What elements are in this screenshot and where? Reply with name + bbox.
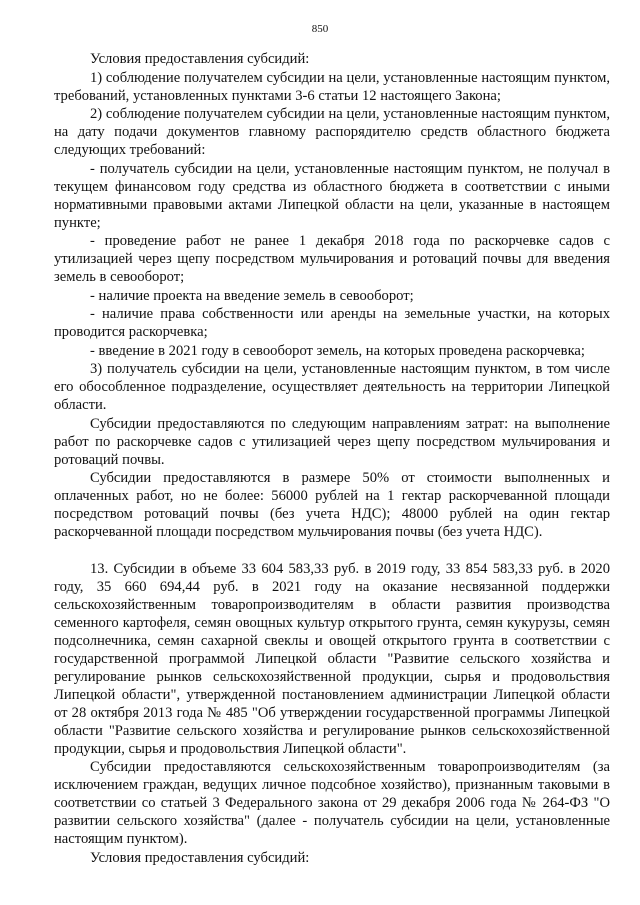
- page-number: 850: [311, 23, 329, 35]
- paragraph-requirement-ownership: - наличие права собственности или аренды на земельные участки, на которых проводится раскорчевка;: [54, 306, 610, 340]
- paragraph-requirement-no-funds: - получатель субсидии на цели, установленные настоящим пунктом, не получал в текущем финансовом году средства из областного бюджета в соответствии с иными нормативными правовыми актами Липецкой области на цели, указанные в настоящем пункте;: [54, 160, 610, 231]
- paragraph-condition-3: 3) получатель субсидии на цели, установленные настоящим пунктом, в том числе его обособленное подразделение, осуществляет деятельность на территории Липецкой области.: [54, 361, 610, 413]
- paragraph-condition-1: 1) соблюдение получателем субсидии на цели, установленные настоящим пунктом, требований, установленных пунктами 3-6 статьи 12 настоящего Закона;: [54, 69, 610, 104]
- document-body: [54, 50, 610, 867]
- paragraph-requirement-crop-rotation: - введение в 2021 году в севооборот земель, на которых проведена раскорчевка;: [90, 342, 585, 359]
- paragraph-requirement-project: - наличие проекта на введение земель в севооборот;: [90, 287, 414, 304]
- paragraph-requirement-works: - проведение работ не ранее 1 декабря 2018 года по раскорчевке садов с утилизацией через щепу посредством мульчирования и ротоваций почвы для введения земель в севооборот;: [54, 233, 610, 285]
- paragraph-item-13: 13. Субсидии в объеме 33 604 583,33 руб. в 2019 году, 33 854 583,33 руб. в 2020 году, 35 660 694,44 руб. в 2021 году на оказание несвязанной поддержки сельскохозяйственным товаропроизводителям в области развития производства семенного картофеля, семян овощных культур открытого грунта, семян кукурузы, семян подсолнечника, семян сахарной свеклы и овощей открытого грунта в соответствии с государственной программой Липецкой области "Развитие сельского хозяйства и регулирование рынков сельскохозяйственной продукции, сырья и продовольствия Липецкой области", утвержденной постановлением администрации Липецкой области от 28 октября 2013 года № 485 "Об утверждении государственной программы Липецкой области "Развитие сельского хозяйства и регулирование рынков сельскохозяйственной продукции, сырья и продовольствия Липецкой области".: [54, 560, 610, 757]
- paragraph-subsidy-amount: Субсидии предоставляются в размере 50% от стоимости выполненных и оплаченных работ, но не более: 56000 рублей на 1 гектар раскорчеванной площади посредством ротоваций почвы (без учета НДС); 48000 рублей на один гектар раскорчеванной площади посредством мульчирования почвы (без учета НДС).: [54, 470, 610, 540]
- paragraph-condition-2: 2) соблюдение получателем субсидии на цели, установленные настоящим пунктом, на дату подачи документов главному распорядителю средств областного бюджета следующих требований:: [54, 106, 610, 158]
- paragraph-recipients: Субсидии предоставляются сельскохозяйственным товаропроизводителям (за исключением граждан, ведущих личное подсобное хозяйство), признанным таковыми в соответствии со статьей 3 Федерального закона от 29 декабря 2006 года № 264-ФЗ "О развитии сельского хозяйства" (далее - получатель субсидии на цели, установленные настоящим пунктом).: [54, 759, 610, 847]
- section-gap: [54, 542, 610, 560]
- paragraph-conditions-heading-2: Условия предоставления субсидий:: [90, 849, 310, 866]
- paragraph-cost-directions: Субсидии предоставляются по следующим направлениям затрат: на выполнение работ по раскорчевке садов с утилизацией через щепу посредством мульчирования и ротоваций почвы.: [54, 415, 610, 468]
- paragraph-conditions-heading: Условия предоставления субсидий:: [90, 51, 310, 67]
